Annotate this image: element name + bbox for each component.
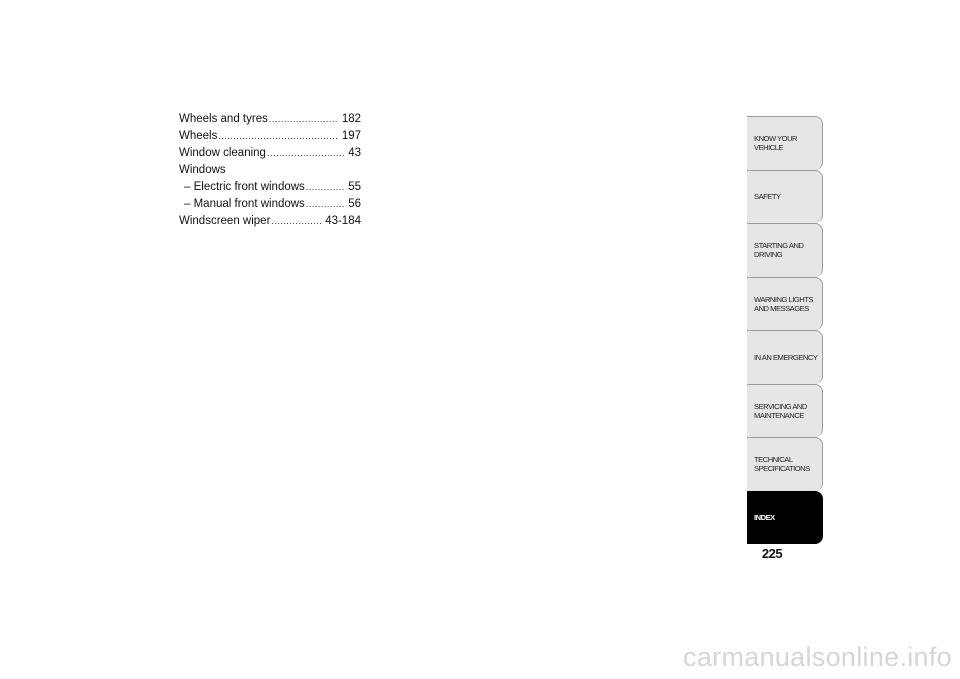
dot-leader <box>306 196 344 213</box>
tab-starting-and-driving[interactable] <box>747 223 823 277</box>
entry-label: Windscreen wiper <box>179 215 271 227</box>
tab-index[interactable] <box>747 491 823 545</box>
tab-technical-specifications[interactable] <box>747 437 823 491</box>
index-entry-window-cleaning[interactable] <box>179 145 361 162</box>
dot-leader <box>269 111 338 128</box>
index-list <box>179 111 361 230</box>
watermark: carmanualsonline.info <box>683 642 952 672</box>
entry-label: – Manual front windows <box>184 198 305 210</box>
tab-warning-lights-and-messages[interactable] <box>747 277 823 331</box>
entry-page: 43-184 <box>325 215 361 227</box>
section-tabs <box>747 116 823 544</box>
tab-servicing-and-maintenance[interactable] <box>747 384 823 438</box>
dot-leader <box>218 128 337 145</box>
dot-leader <box>271 213 321 230</box>
tab-label: SAFETY <box>754 192 781 202</box>
entry-label: Wheels and tyres <box>179 113 268 125</box>
tab-label: IN AN EMERGENCY <box>754 352 818 362</box>
tab-label: KNOW YOUR VEHICLE <box>754 134 798 153</box>
entry-page: 56 <box>348 198 361 210</box>
entry-page: 55 <box>348 181 361 193</box>
index-entry-wheels-and-tyres[interactable] <box>179 111 361 128</box>
index-entry-windscreen-wiper[interactable] <box>179 213 361 230</box>
dot-leader <box>306 179 344 196</box>
index-heading-windows <box>179 162 361 179</box>
entry-label: Windows <box>179 164 226 176</box>
tab-know-your-vehicle[interactable] <box>747 116 823 170</box>
entry-label: Wheels <box>179 130 218 142</box>
tab-label: SERVICING AND MAINTENANCE <box>754 401 807 420</box>
entry-label: – Electric front windows <box>184 181 305 193</box>
tab-label: TECHNICAL SPECIFICATIONS <box>754 455 810 474</box>
tab-label: STARTING AND DRIVING <box>754 241 804 260</box>
entry-label: Window cleaning <box>179 147 266 159</box>
entry-page: 43 <box>348 147 361 159</box>
tab-in-an-emergency[interactable] <box>747 330 823 384</box>
entry-page: 197 <box>341 130 361 142</box>
page-number: 225 <box>761 546 783 561</box>
tab-label: INDEX <box>754 513 775 523</box>
index-entry-wheels[interactable] <box>179 128 361 145</box>
tab-label: WARNING LIGHTS AND MESSAGES <box>754 294 813 313</box>
dot-leader <box>267 145 344 162</box>
tab-safety[interactable] <box>747 170 823 224</box>
index-entry-manual-front-windows[interactable] <box>179 196 361 213</box>
index-entry-electric-front-windows[interactable] <box>179 179 361 196</box>
entry-page: 182 <box>341 113 361 125</box>
